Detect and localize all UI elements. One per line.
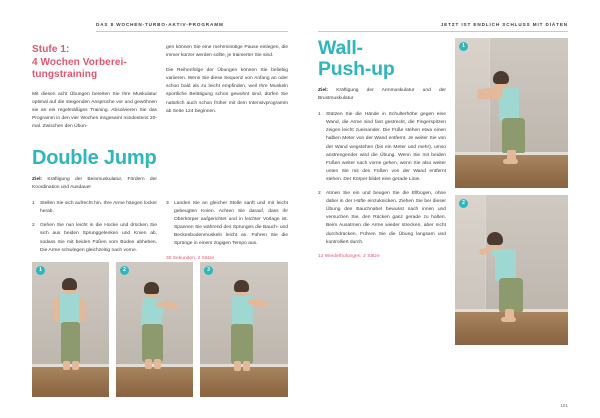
title-line-2: Push-up (318, 58, 395, 80)
rule-left (96, 31, 288, 32)
figure-legs (502, 118, 525, 153)
exercise-reps-wall-pushup: 12 Wiederholungen, 2 Sätze (318, 253, 380, 259)
photo-floor (200, 367, 288, 397)
figure-hair (144, 282, 159, 294)
intro-paragraph-3: Die Reihenfolge der Übungen können Sie beliebig variieren. Wenn Sie diese Sequenz von Anfang an oder schon bald als zu leicht empfinden, weil Ihre Muskeln sportliche Betätigung schon gewohnt sind, dürfen Sie natürlich auch schon früher mit dem Intensivprogramm ab Seite 124 beginnen. (166, 68, 288, 114)
exercise-goal-double-jump (32, 176, 157, 192)
photo-double-jump-3 (200, 262, 288, 397)
photo-badge: 1 (36, 266, 45, 275)
section-title-line-3: tungstraining (32, 69, 98, 80)
photo-double-jump-2 (116, 262, 193, 397)
exercise-steps-double-jump-right (166, 200, 288, 263)
intro-paragraph-1: Mit diesen acht Übungen bereiten Sie Ihre Muskulatur optimal auf die steigenden Ansprüche vor und gewöhnen sie an ein regelmäßiges Training. Absolvieren Sie das Programm in den vier Wochen insgesamt mindestens 20-mal. Zwischen den Übun- (32, 91, 157, 129)
running-head-left: DAS 8 WOCHEN-TURBO-AKTIV-PROGRAMM (96, 22, 224, 27)
figure-ankle-left (63, 361, 70, 370)
step-text: Stellen Sie sich aufrecht hin. Ihre Arme hängen locker herab. (40, 201, 157, 215)
exercise-double-jump-header (32, 148, 157, 261)
figure-ankle-right (243, 361, 250, 371)
figure-ankle-right (154, 359, 161, 369)
figure-hair (493, 71, 509, 84)
photo-double-jump-1 (32, 262, 109, 397)
photo-badge: 1 (459, 42, 468, 51)
step-text: Landen Sie an gleicher Stelle sanft und mit leicht gebeugten Knien. Achten Sie darauf, dass ihr Oberkörper aufgerichtet und in leichter Vorlage ist. Spannen Sie während des Sprunges die Bauch- und Beckenbodenmuskeln leicht an. Führen Sie die Sprünge in einem zügigen Tempo aus. (174, 201, 288, 247)
step-text: Gehen Sie nun leicht in die Hocke und drücken Sie sich aus beiden Sprunggelenken und Knien ab, sodass Sie mit beiden Füßen vom Boden abheben. Die Arme schwingen gleichzeitig nach vorne. (40, 223, 157, 253)
exercise-steps-double-jump-left (32, 200, 157, 255)
figure-ankle-left (234, 361, 241, 371)
goal-text: Kräftigung der Beinmuskulatur, Fördern der Koordination und Ausdauer (32, 177, 158, 191)
goal-label: Ziel: (32, 177, 43, 182)
exercise-goal-wall-pushup (318, 87, 446, 103)
step-text: Stützen Sie die Hände in Schulterhöhe gegen eine Wand, die Arme sind fast gestreckt, die Fingerspitzen zeigen leicht zueinander. Die Füße stehen etwa einen halben Meter von der Wand entfernt. Je weiter Sie von der Wand wegstehen (bis ein Meter und mehr), umso anstrengender wird die Übung. Wenn Sie mit beiden Füßen weiter nach vorne gehen, wenn Sie also weiter unten Sie mit den Füßen von der Wand entfernt stehen. Der Körper bildet eine gerade Linie. (326, 112, 446, 182)
figure-ankle-right (72, 361, 79, 370)
exercise-title-double-jump: Double Jump (32, 147, 157, 169)
figure-legs (231, 324, 253, 364)
title-line-1: Wall- (318, 37, 363, 59)
column-three (318, 38, 446, 261)
intro-paragraph-2: gen können Sie eine mehrminütige Pause einlegen, die immer kürzer werden sollte, je trainierter Sie sind. (166, 45, 288, 59)
page-number: 101 (560, 403, 568, 408)
exercise-title-wall-pushup (318, 38, 446, 80)
photo-badge: 2 (120, 266, 129, 275)
photo-badge: 2 (459, 199, 468, 208)
photo-wall-pushup-1 (455, 38, 568, 188)
figure-hair (62, 278, 77, 290)
figure-legs (61, 322, 80, 364)
figure-foot (503, 159, 518, 164)
figure-ankle-left (145, 359, 152, 369)
section-title-line-2: 4 Wochen Vorberei- (32, 56, 127, 68)
figure-arm-right (79, 298, 85, 322)
figure-legs (142, 324, 163, 362)
photo-floor (116, 367, 193, 397)
list-item: 3 Landen Sie an gleicher Stelle sanft und mit leicht gebeugten Knien. Achten Sie darauf, dass ihr Oberkörper aufgerichtet und in leichter Vorlage ist. Spannen Sie während des Sprunges die Bauch- und Beckenbodenmuskeln leicht an. Führen Sie die Sprünge in einem zügigen Tempo aus. (166, 201, 288, 247)
list-item: 1 Stützen Sie die Hände in Schulterhöhe gegen eine Wand, die Arme sind fast gestreckt, die Fingerspitzen zeigen leicht zueinander. Die Füße stehen etwa einen halben Meter von der Wand entfernt. Je weiter Sie von der Wand wegstehen (bis ein Meter und mehr), umso anstrengender wird die Übung. Wenn Sie mit beiden Füßen weiter nach vorne gehen, wenn Sie also weiter unten Sie mit den Füßen von der Wand entfernt stehen. Der Körper bildet eine gerade Linie. (318, 112, 446, 182)
goal-text: Kräftigung der Armmuskulatur und der Brustmuskulatur (318, 88, 447, 102)
exercise-reps-double-jump: 30 Sekunden, 2 Sätze (166, 255, 215, 261)
rule-right (318, 31, 568, 32)
figure-arm-left (54, 298, 60, 322)
figure-hair (234, 280, 249, 292)
photo-scene (32, 262, 109, 397)
photo-badge: 3 (204, 266, 213, 275)
photo-scene (455, 38, 568, 188)
photo-scene (116, 262, 193, 397)
running-head-right: JETZT IST ENDLICH SCHLUSS MIT DIÄTEN (440, 22, 568, 27)
photo-wall-pushup-2 (455, 195, 568, 345)
figure-torso (60, 294, 80, 324)
list-item: 2 Atmen Sie ein und beugen Sie die Ellbogen, ohne dabei in der Hüfte einzuknicken. Ziehen Sie bei dieser Übung den Bauchnabel bewusst nach innen und versuchen Sie, den Rücken ganz gerade zu halten. Beim Ausatmen die Arme wieder strecken, aber nicht durchdrücken. Führen Sie die Übung langsam und kontrolliert durch. (318, 191, 446, 245)
figure-hair (487, 232, 503, 245)
goal-label: Ziel: (318, 88, 329, 93)
section-title-line-1: Stufe 1: (32, 44, 70, 55)
column-one (32, 44, 157, 131)
exercise-steps-wall-pushup (318, 111, 446, 247)
list-item: 2 Gehen Sie nun leicht in die Hocke und drücken Sie sich aus beiden Sprunggelenken und Knien ab, sodass Sie mit beiden Füßen vom Boden abheben. Die Arme schwingen gleichzeitig nach vorne. (32, 223, 157, 253)
column-two (166, 44, 288, 116)
photo-floor (32, 367, 109, 397)
figure-legs (499, 278, 523, 312)
figure-foot (501, 317, 516, 322)
step-text: Atmen Sie ein und beugen Sie die Ellbogen, ohne dabei in der Hüfte einzuknicken. Ziehen Sie bei dieser Übung den Bauchnabel bewusst nach innen und versuchen Sie, den Rücken ganz gerade zu halten. Beim Ausatmen die Arme wieder strecken, aber nicht durchdrücken. Führen Sie die Übung langsam und kontrolliert durch. (326, 191, 446, 245)
list-item: 1 Stellen Sie sich aufrecht hin. Ihre Arme hängen locker herab. (32, 201, 157, 215)
section-title (32, 44, 157, 82)
photo-scene (455, 195, 568, 345)
photo-scene (200, 262, 288, 397)
